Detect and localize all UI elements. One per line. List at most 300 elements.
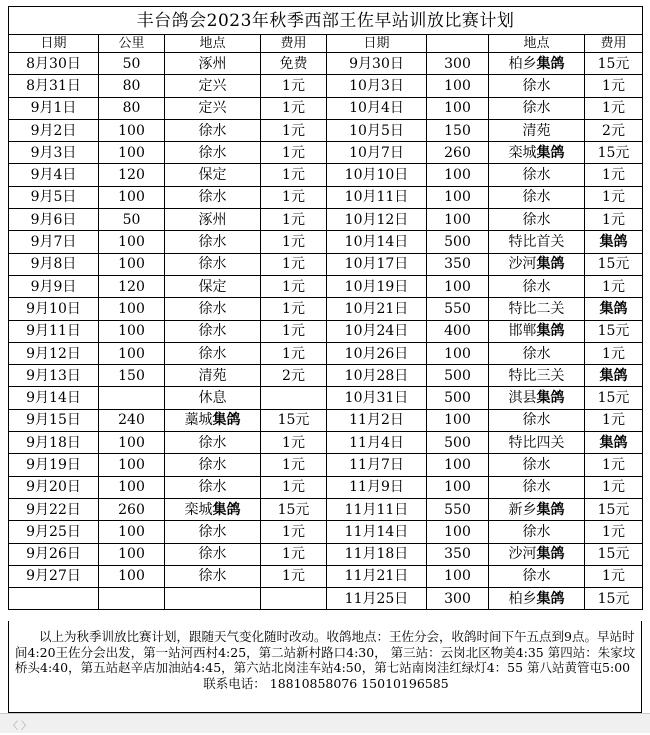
place-cell-text: 徐水	[522, 412, 551, 429]
date-cell	[9, 231, 99, 253]
date-cell	[327, 119, 427, 141]
place-cell	[165, 209, 261, 231]
table-row	[9, 432, 643, 454]
date-cell-text: 9月15日	[26, 412, 81, 429]
fee-cell	[585, 298, 643, 320]
fee-cell-text: 1元	[602, 77, 625, 94]
km-cell	[427, 53, 489, 75]
km-cell	[99, 387, 165, 409]
date-cell	[9, 432, 99, 454]
km-cell	[99, 97, 165, 119]
fee-cell	[261, 565, 327, 587]
place-cell	[489, 75, 585, 97]
title-row	[9, 7, 643, 35]
place-cell-text: 徐水	[198, 144, 227, 161]
date-cell	[9, 409, 99, 431]
place-cell-text: 沙河	[508, 546, 537, 563]
place-cell	[165, 97, 261, 119]
fee-cell	[585, 476, 643, 498]
fee-cell-text: 1元	[282, 189, 305, 206]
km-cell-text: 100	[444, 568, 471, 585]
table-row	[9, 521, 643, 543]
date-cell-text: 11月25日	[344, 590, 409, 607]
date-cell-text: 8月31日	[26, 77, 81, 94]
fee-cell-text: 免费	[279, 55, 308, 72]
fee-cell-text: 1元	[602, 412, 625, 429]
date-cell	[9, 454, 99, 476]
date-cell	[327, 298, 427, 320]
table-row	[9, 298, 643, 320]
place-cell	[165, 476, 261, 498]
fee-cell	[261, 275, 327, 297]
fee-cell-text: 15元	[597, 323, 630, 340]
fee-cell-text: 1元	[282, 100, 305, 117]
date-cell	[327, 342, 427, 364]
km-cell	[427, 231, 489, 253]
date-cell	[9, 565, 99, 587]
km-cell-text: 100	[444, 211, 471, 228]
date-cell-text: 10月12日	[344, 211, 409, 228]
date-cell-text: 9月3日	[30, 144, 77, 161]
fee-cell	[585, 320, 643, 342]
fee-cell	[585, 588, 643, 610]
fee-cell	[261, 253, 327, 275]
km-cell	[99, 521, 165, 543]
km-cell	[99, 298, 165, 320]
fee-cell	[261, 588, 327, 610]
fee-cell	[585, 498, 643, 520]
km-cell-text: 100	[444, 77, 471, 94]
place-cell-text: 徐水	[198, 300, 227, 317]
date-cell	[9, 320, 99, 342]
date-cell-text: 9月30日	[349, 55, 404, 72]
date-cell-text: 11月7日	[349, 456, 404, 473]
place-cell-text: 徐水	[522, 100, 551, 117]
fee-cell-text: 1元	[602, 523, 625, 540]
place-cell-text: 徐水	[522, 278, 551, 295]
collection-mark: 集鸽	[536, 390, 565, 407]
km-cell	[427, 253, 489, 275]
header-date-left: 日期	[9, 35, 99, 53]
fee-cell-text: 1元	[602, 189, 625, 206]
fee-cell	[261, 119, 327, 141]
fee-cell	[585, 409, 643, 431]
date-cell-text: 9月12日	[26, 345, 81, 362]
fee-cell-text: 1元	[282, 77, 305, 94]
table-row	[9, 186, 643, 208]
place-cell	[165, 164, 261, 186]
km-cell-text: 100	[118, 234, 145, 251]
km-cell-text: 100	[118, 434, 145, 451]
km-cell	[427, 209, 489, 231]
fee-cell-text: 1元	[282, 300, 305, 317]
fee-cell-text: 1元	[602, 456, 625, 473]
km-cell-text: 150	[118, 367, 145, 384]
collection-mark: 集鸽	[536, 144, 565, 161]
fee-cell	[585, 119, 643, 141]
km-cell-text: 100	[118, 345, 145, 362]
place-cell-text: 定兴	[198, 100, 227, 117]
km-cell	[99, 53, 165, 75]
collection-mark: 集鸽	[212, 412, 241, 429]
date-cell-text: 10月11日	[344, 189, 409, 206]
place-cell-text: 清苑	[198, 367, 227, 384]
place-cell-text: 徐水	[198, 256, 227, 273]
fee-cell-text: 1元	[602, 100, 625, 117]
fee-cell	[261, 543, 327, 565]
place-cell	[165, 543, 261, 565]
fee-cell-text: 1元	[282, 456, 305, 473]
date-cell	[9, 97, 99, 119]
place-cell-text: 定兴	[198, 77, 227, 94]
table-row	[9, 97, 643, 119]
place-cell	[489, 498, 585, 520]
fee-cell	[585, 543, 643, 565]
km-cell	[427, 342, 489, 364]
place-cell-text: 休息	[198, 390, 227, 407]
km-cell	[427, 387, 489, 409]
sheet-title: 丰台鸽会2023年秋季西部王佐早站训放比赛计划	[9, 7, 643, 35]
date-cell-text: 9月9日	[30, 278, 77, 295]
date-cell-text: 10月31日	[344, 390, 409, 407]
place-cell	[489, 142, 585, 164]
table-row	[9, 142, 643, 164]
km-cell	[427, 476, 489, 498]
km-cell-text: 100	[118, 122, 145, 139]
fee-cell-text: 15元	[597, 546, 630, 563]
date-cell-text: 10月3日	[349, 77, 404, 94]
date-cell-text: 9月10日	[26, 300, 81, 317]
table-row	[9, 75, 643, 97]
km-cell-text: 100	[444, 100, 471, 117]
schedule-rows	[9, 53, 643, 610]
place-cell	[489, 342, 585, 364]
fee-cell	[261, 342, 327, 364]
km-cell-text: 100	[118, 568, 145, 585]
km-cell-text: 80	[122, 100, 141, 117]
table-row	[9, 409, 643, 431]
km-cell-text: 100	[118, 189, 145, 206]
fee-cell	[261, 320, 327, 342]
date-cell	[327, 231, 427, 253]
place-cell-text: 涿州	[198, 211, 227, 228]
date-cell	[327, 565, 427, 587]
date-cell	[9, 75, 99, 97]
place-cell	[489, 253, 585, 275]
place-cell	[489, 432, 585, 454]
place-cell-text: 徐水	[522, 167, 551, 184]
km-cell-text: 100	[118, 256, 145, 273]
fee-cell-text: 15元	[277, 501, 310, 518]
header-row	[9, 35, 643, 53]
fee-cell-text: 1元	[602, 345, 625, 362]
header-place-right: 地点	[489, 35, 585, 53]
place-cell	[489, 186, 585, 208]
place-cell	[165, 409, 261, 431]
km-cell-text: 100	[444, 523, 471, 540]
fee-cell-text: 15元	[597, 55, 630, 72]
place-cell-text: 保定	[198, 278, 227, 295]
km-cell	[99, 365, 165, 387]
km-cell	[427, 454, 489, 476]
table-row	[9, 164, 643, 186]
date-cell-text: 9月1日	[30, 100, 77, 117]
km-cell	[99, 432, 165, 454]
place-cell	[489, 521, 585, 543]
date-cell	[327, 476, 427, 498]
fee-cell-text: 1元	[282, 345, 305, 362]
date-cell	[9, 498, 99, 520]
date-cell	[9, 186, 99, 208]
place-cell	[489, 387, 585, 409]
table-row	[9, 498, 643, 520]
km-cell	[427, 320, 489, 342]
place-cell-text: 清苑	[522, 122, 551, 139]
date-cell	[9, 521, 99, 543]
km-cell	[99, 409, 165, 431]
notes-box	[8, 621, 642, 713]
table-row	[9, 231, 643, 253]
fee-cell	[261, 231, 327, 253]
fee-cell-text: 集鸽	[599, 234, 628, 251]
place-cell-text: 柏乡	[508, 55, 537, 72]
fee-cell	[261, 164, 327, 186]
place-cell-text: 涿州	[198, 55, 227, 72]
place-cell	[489, 409, 585, 431]
schedule-sheet	[8, 6, 642, 610]
place-cell-text: 徐水	[198, 122, 227, 139]
place-cell	[489, 231, 585, 253]
table-row	[9, 543, 643, 565]
fee-cell-text: 2元	[602, 122, 625, 139]
date-cell	[327, 521, 427, 543]
date-cell-text: 9月14日	[26, 390, 81, 407]
table-row	[9, 342, 643, 364]
collection-mark: 集鸽	[536, 501, 565, 518]
place-cell-text: 徐水	[522, 77, 551, 94]
place-cell	[165, 588, 261, 610]
date-cell-text: 8月30日	[26, 55, 81, 72]
fee-cell	[261, 521, 327, 543]
collection-mark: 集鸽	[536, 546, 565, 563]
fee-cell-text: 1元	[282, 523, 305, 540]
date-cell	[327, 53, 427, 75]
fee-cell	[585, 142, 643, 164]
km-cell	[427, 409, 489, 431]
place-cell	[489, 209, 585, 231]
date-cell-text: 9月22日	[26, 501, 81, 518]
fee-cell	[261, 186, 327, 208]
place-cell	[165, 342, 261, 364]
date-cell-text: 11月2日	[349, 412, 404, 429]
km-cell	[99, 186, 165, 208]
fee-cell-text: 集鸽	[599, 367, 628, 384]
place-cell	[489, 53, 585, 75]
fee-cell	[585, 342, 643, 364]
date-cell-text: 11月14日	[344, 523, 409, 540]
place-cell-text: 特比首关	[508, 234, 565, 251]
km-cell-text: 350	[444, 546, 471, 563]
fee-cell	[585, 565, 643, 587]
date-cell-text: 9月20日	[26, 479, 81, 496]
km-cell-text: 50	[122, 211, 141, 228]
date-cell-text: 9月11日	[26, 323, 81, 340]
place-cell	[489, 97, 585, 119]
place-cell-text: 淇县	[508, 390, 537, 407]
place-cell-text: 徐水	[198, 568, 227, 585]
date-cell-text: 10月19日	[344, 278, 409, 295]
km-cell-text: 100	[444, 479, 471, 496]
km-cell-text: 500	[444, 367, 471, 384]
fee-cell	[261, 454, 327, 476]
date-cell-text: 10月21日	[344, 300, 409, 317]
place-cell-text: 特比四关	[508, 434, 565, 451]
km-cell-text: 100	[118, 523, 145, 540]
km-cell-text: 240	[118, 412, 145, 429]
place-cell-text: 栾城	[184, 501, 213, 518]
km-cell	[99, 253, 165, 275]
date-cell	[327, 275, 427, 297]
place-cell-text: 沙河	[508, 256, 537, 273]
km-cell	[99, 119, 165, 141]
km-cell-text: 100	[118, 300, 145, 317]
fee-cell-text: 15元	[597, 501, 630, 518]
km-cell-text: 100	[118, 479, 145, 496]
date-cell	[327, 142, 427, 164]
tab-scroll-arrows[interactable]: 〈 〉	[8, 721, 32, 732]
fee-cell	[585, 75, 643, 97]
km-cell	[99, 164, 165, 186]
header-fee-right: 费用	[585, 35, 643, 53]
place-cell	[165, 75, 261, 97]
fee-cell	[261, 75, 327, 97]
contact-phone: 联系电话： 18810858076 15010196585	[203, 675, 449, 691]
date-cell-text: 10月17日	[344, 256, 409, 273]
place-cell-text: 徐水	[522, 211, 551, 228]
date-cell	[327, 454, 427, 476]
fee-cell	[585, 231, 643, 253]
date-cell-text: 10月10日	[344, 167, 409, 184]
km-cell-text: 100	[444, 456, 471, 473]
fee-cell-text: 1元	[602, 211, 625, 228]
km-cell	[99, 588, 165, 610]
km-cell-text: 500	[444, 234, 471, 251]
place-cell	[489, 164, 585, 186]
km-cell-text: 500	[444, 390, 471, 407]
km-cell	[427, 543, 489, 565]
km-cell	[99, 454, 165, 476]
place-cell	[489, 119, 585, 141]
km-cell-text: 100	[118, 456, 145, 473]
place-cell-text: 徐水	[522, 479, 551, 496]
date-cell	[9, 365, 99, 387]
km-cell-text: 100	[444, 412, 471, 429]
date-cell-text: 9月25日	[26, 523, 81, 540]
date-cell	[327, 75, 427, 97]
date-cell	[9, 275, 99, 297]
table-row	[9, 588, 643, 610]
km-cell	[99, 498, 165, 520]
place-cell	[165, 186, 261, 208]
km-cell-text: 300	[444, 55, 471, 72]
date-cell	[327, 320, 427, 342]
fee-cell-text: 1元	[282, 167, 305, 184]
place-cell	[165, 53, 261, 75]
header-date-right: 日期	[327, 35, 427, 53]
fee-cell	[585, 454, 643, 476]
date-cell-text: 9月2日	[30, 122, 77, 139]
place-cell-text: 徐水	[198, 546, 227, 563]
place-cell	[165, 231, 261, 253]
place-cell-text: 徐水	[198, 323, 227, 340]
km-cell-text: 100	[444, 278, 471, 295]
place-cell-text: 徐水	[522, 523, 551, 540]
place-cell-text: 徐水	[198, 234, 227, 251]
km-cell	[99, 231, 165, 253]
place-cell	[165, 119, 261, 141]
fee-cell-text: 集鸽	[599, 300, 628, 317]
km-cell-text: 80	[122, 77, 141, 94]
table-row	[9, 53, 643, 75]
km-cell-text: 50	[122, 55, 141, 72]
date-cell	[327, 498, 427, 520]
fee-cell	[585, 209, 643, 231]
table-row	[9, 387, 643, 409]
date-cell	[9, 588, 99, 610]
date-cell	[9, 142, 99, 164]
fee-cell-text: 1元	[282, 479, 305, 496]
km-cell-text: 550	[444, 300, 471, 317]
fee-cell	[585, 186, 643, 208]
fee-cell-text: 15元	[597, 590, 630, 607]
place-cell-text: 徐水	[198, 434, 227, 451]
fee-cell-text: 1元	[282, 122, 305, 139]
date-cell	[9, 543, 99, 565]
km-cell	[427, 164, 489, 186]
date-cell	[327, 253, 427, 275]
date-cell	[327, 543, 427, 565]
fee-cell-text: 1元	[282, 256, 305, 273]
fee-cell-text: 1元	[282, 546, 305, 563]
fee-cell	[585, 521, 643, 543]
place-cell	[165, 387, 261, 409]
place-cell-text: 徐水	[198, 523, 227, 540]
km-cell	[427, 97, 489, 119]
date-cell-text: 9月5日	[30, 189, 77, 206]
place-cell	[165, 565, 261, 587]
sheet-tab-bar[interactable]	[0, 713, 650, 733]
place-cell	[489, 565, 585, 587]
header-km-right	[427, 35, 489, 53]
km-cell	[427, 588, 489, 610]
km-cell	[427, 142, 489, 164]
km-cell	[427, 186, 489, 208]
fee-cell	[261, 476, 327, 498]
date-cell-text: 10月14日	[344, 234, 409, 251]
date-cell-text: 10月5日	[349, 122, 404, 139]
date-cell-text: 9月4日	[30, 167, 77, 184]
km-cell-text: 100	[118, 323, 145, 340]
date-cell	[9, 387, 99, 409]
km-cell-text: 120	[118, 167, 145, 184]
km-cell-text: 400	[444, 323, 471, 340]
place-cell	[165, 298, 261, 320]
km-cell	[99, 565, 165, 587]
date-cell-text: 11月11日	[344, 501, 409, 518]
fee-cell	[585, 275, 643, 297]
date-cell	[327, 409, 427, 431]
fee-cell	[585, 365, 643, 387]
